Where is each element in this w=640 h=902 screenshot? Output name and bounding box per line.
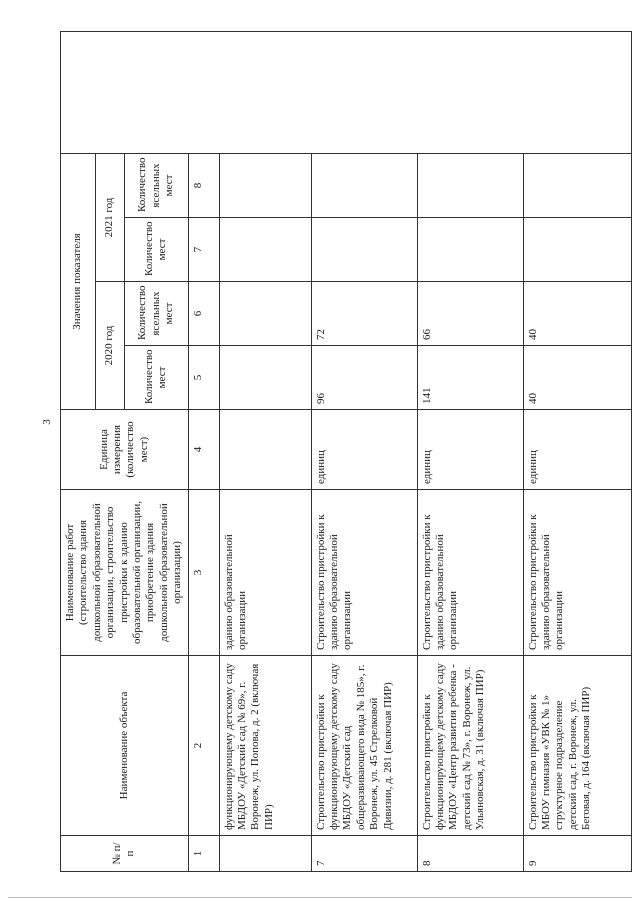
row-nursery-2020: 66 <box>417 282 523 346</box>
row-work: Строительство пристройки к зданию образовательной организации <box>523 490 631 656</box>
row-places-2020: 96 <box>311 346 417 410</box>
row-nursery-2020: 72 <box>311 282 417 346</box>
header-nursery-2020: Количество ясельных мест <box>124 282 188 346</box>
col-number: 4 <box>188 410 219 490</box>
row-work: зданию образовательной организации <box>219 490 311 656</box>
col-number: 5 <box>188 346 219 410</box>
header-year-2020: 2020 год <box>96 282 125 410</box>
col-number: 6 <box>188 282 219 346</box>
row-nursery-2021 <box>219 153 311 217</box>
row-places-2021 <box>417 218 523 282</box>
row-places-2021 <box>311 218 417 282</box>
row-no: 7 <box>311 836 417 872</box>
row-nursery-2020 <box>219 282 311 346</box>
row-nursery-2020: 40 <box>523 282 631 346</box>
row-places-2020: 141 <box>417 346 523 410</box>
header-places-2020: Количество мест <box>124 346 188 410</box>
header-places-2021: Количество мест <box>124 218 188 282</box>
table-row <box>311 31 417 871</box>
row-no <box>219 836 311 872</box>
table-row <box>523 31 631 871</box>
col-number: 2 <box>188 656 219 836</box>
row-unit: единиц <box>311 410 417 490</box>
header-object: Наименование объекта <box>61 656 189 836</box>
row-no: 9 <box>523 836 631 872</box>
row-object: Строительство пристройки к функционирующему детскому саду МБДОУ «Центр развития ребенка - детский сад № 73», г. Воронеж, ул. Ульяновская, д. 31 (включая ПИР) <box>417 656 523 836</box>
row-places-2021 <box>219 218 311 282</box>
scan-edge-line <box>8 897 632 898</box>
col-number: 3 <box>188 490 219 656</box>
column-number-row <box>188 31 219 871</box>
row-nursery-2021 <box>523 153 631 217</box>
row-unit: единиц <box>417 410 523 490</box>
row-object: функционирующему детскому саду МБДОУ «Детский сад № 69», г. Воронеж, ул. Попова, д. 2 (включая ПИР) <box>219 656 311 836</box>
blank-column <box>61 31 632 153</box>
row-places-2021 <box>523 218 631 282</box>
header-unit: Единица измерения (количество мест) <box>61 410 189 490</box>
row-places-2020 <box>219 346 311 410</box>
row-unit: единиц <box>523 410 631 490</box>
header-no: № п/п <box>61 836 189 872</box>
row-work: Строительство пристройки к зданию образовательной организации <box>417 490 523 656</box>
row-nursery-2021 <box>311 153 417 217</box>
col-number: 1 <box>188 836 219 872</box>
header-year-2021: 2021 год <box>96 153 125 281</box>
header-nursery-2021: Количество ясельных мест <box>124 153 188 217</box>
col-number: 8 <box>188 153 219 217</box>
table-row <box>417 31 523 871</box>
table-row <box>219 31 311 871</box>
row-no: 8 <box>417 836 523 872</box>
row-object: Строительство пристройки к МБОУ гимназия «УВК № 1» структурное подразделение детский сад, г. Воронеж, ул. Беговая, д. 164 (включая ПИР) <box>523 656 631 836</box>
indicator-table <box>60 31 632 872</box>
page-number: 3 <box>40 419 53 425</box>
row-nursery-2021 <box>417 153 523 217</box>
row-work: Строительство пристройки к зданию образовательной организации <box>311 490 417 656</box>
row-object: Строительство пристройки к функционирующему детскому саду МБДОУ «Детский сад общеразвивающего вида № 185», г. Воронеж, ул. 45 Стрелковой Дивизии, д. 281 (включая ПИР) <box>311 656 417 836</box>
row-places-2020: 40 <box>523 346 631 410</box>
row-unit <box>219 410 311 490</box>
header-values: Значения показателя <box>61 153 96 409</box>
rotated-page <box>60 32 620 872</box>
header-work: Наименование работ (строительство здания дошкольной образовательной организации, строительство пристройки к зданию образовательной организации, приобретение здания дошкольной образовательной организации) <box>61 490 189 656</box>
col-number: 7 <box>188 218 219 282</box>
